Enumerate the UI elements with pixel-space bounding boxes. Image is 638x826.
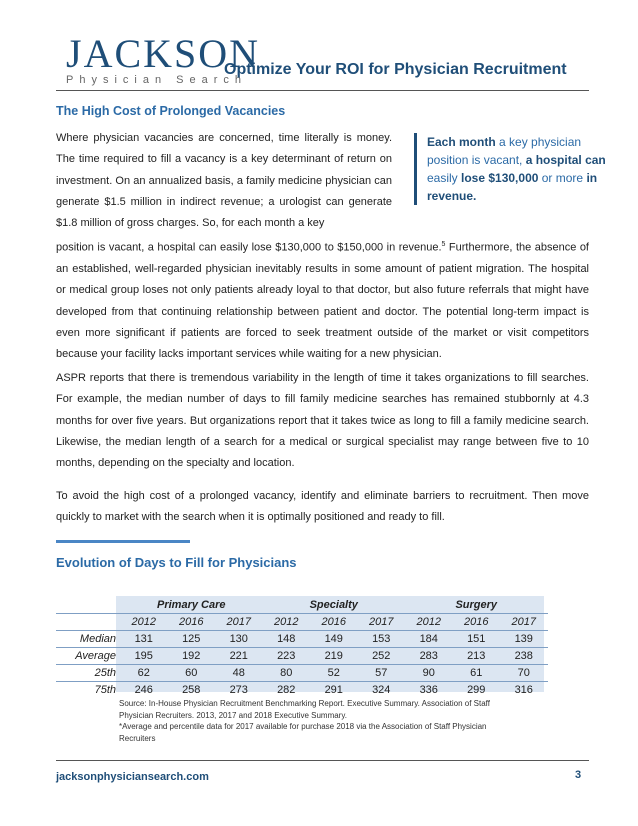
- logo-tagline: Physician Search: [66, 74, 247, 86]
- table-cell: 57: [375, 667, 388, 679]
- callout-bold-1: Each month: [427, 135, 496, 149]
- table-cell: 90: [422, 667, 435, 679]
- table-heading: Evolution of Days to Fill for Physicians: [56, 555, 297, 570]
- table-cell: 273: [229, 684, 248, 696]
- table-cell: 130: [229, 633, 248, 645]
- table-cell: 125: [182, 633, 201, 645]
- group-header: Specialty: [309, 599, 358, 611]
- year-header: 2016: [464, 616, 489, 628]
- source-note: [119, 698, 519, 744]
- table-cell: 60: [185, 667, 198, 679]
- footer-divider: [56, 760, 589, 761]
- table-cell: 80: [280, 667, 293, 679]
- year-header: 2017: [511, 616, 536, 628]
- table-cell: 131: [134, 633, 153, 645]
- paragraph-1-bottom: [56, 234, 589, 365]
- year-header: 2016: [321, 616, 346, 628]
- year-header: 2016: [179, 616, 204, 628]
- group-header: Surgery: [455, 599, 498, 611]
- table-cell: 282: [277, 684, 296, 696]
- table-cell: 283: [419, 650, 438, 662]
- callout-box: [414, 133, 607, 205]
- table-cell: 219: [324, 650, 343, 662]
- row-label: 25th: [94, 667, 116, 679]
- group-header: Primary Care: [157, 599, 226, 611]
- table-cell: 252: [372, 650, 391, 662]
- table-row: [56, 682, 548, 699]
- table-cell: 153: [372, 633, 391, 645]
- table-cell: 336: [419, 684, 438, 696]
- logo-wordmark: JACKSON: [66, 31, 261, 76]
- table-cell: 139: [514, 633, 533, 645]
- table-cell: 324: [372, 684, 391, 696]
- days-to-fill-table: [56, 597, 548, 698]
- table-cell: 316: [514, 684, 533, 696]
- table-cell: 48: [232, 667, 245, 679]
- table-cell: 291: [324, 684, 343, 696]
- footer-website-link[interactable]: jacksonphysiciansearch.com: [56, 771, 209, 783]
- table-cell: 192: [182, 650, 201, 662]
- table-cell: 213: [467, 650, 486, 662]
- table-row: [56, 648, 548, 665]
- year-header: 2017: [369, 616, 394, 628]
- table-cell: 223: [277, 650, 296, 662]
- table-cell: 299: [467, 684, 486, 696]
- table-cell: 148: [277, 633, 296, 645]
- callout-text-3: or more: [538, 171, 587, 185]
- callout-text-2: easily: [427, 171, 462, 185]
- callout-text-1: a key physician position is vacant,: [427, 135, 582, 167]
- row-label: Median: [79, 633, 116, 645]
- callout-bold-4: in revenue.: [427, 171, 598, 203]
- table-cell: 258: [182, 684, 201, 696]
- footnote-marker: 5: [441, 241, 446, 248]
- year-header: 2017: [226, 616, 251, 628]
- callout-bold-3: lose $130,000: [461, 171, 539, 185]
- page-number: 3: [575, 769, 582, 781]
- table-row: [56, 631, 548, 648]
- paragraph-1-bottom-lead: position is vacant, a hospital can easily lose $130,000 to $150,000 in revenue.: [56, 241, 442, 254]
- paragraph-1-top: Where physician vacancies are concerned, time literally is money. The time required to fill a vacancy is a key determinant of return on investment. On an annualized basis, a family medicine physician can generate $1.5 million in indirect revenue; a urologist can generate $1.8 million of gross charges. So, for each month a key: [56, 132, 392, 230]
- row-label: Average: [75, 650, 116, 662]
- table-cell: 246: [134, 684, 153, 696]
- year-header: 2012: [416, 616, 441, 628]
- table-cell: 221: [229, 650, 248, 662]
- callout-bold-2: a hospital can: [525, 153, 606, 167]
- table-cell: 70: [517, 667, 530, 679]
- year-header: 2012: [131, 616, 156, 628]
- accent-bar: [56, 540, 190, 543]
- table-cell: 61: [470, 667, 483, 679]
- paragraph-3: To avoid the high cost of a prolonged vacancy, identify and eliminate barriers to recruitment. Then move quickly to market with the search when it is optimally positioned and ready to fill.: [56, 490, 589, 524]
- source-citation: Source: In-House Physician Recruitment Benchmarking Report. Executive Summary. Association of Staff Physician Recruiters. 2013, 2017 and 2018 Executive Summary.: [119, 699, 490, 720]
- section-heading: The High Cost of Prolonged Vacancies: [56, 104, 286, 118]
- table-cell: 151: [467, 633, 486, 645]
- paragraph-2: ASPR reports that there is tremendous variability in the length of time it takes organizations to fill searches. For example, the median number of days to fill family medicine searches has remained stubbornly at 4.3 months for over five years. But organizations report that it takes twice as long to fill a family medicine search. Likewise, the median length of a search for a medical or surgical specialist may range between five to 10 months, depending on the specialty and location.: [56, 372, 589, 470]
- table-cell: 238: [514, 650, 533, 662]
- table-cell: 52: [327, 667, 340, 679]
- year-header: 2012: [274, 616, 299, 628]
- table-row: [56, 665, 548, 682]
- page-title: Optimize Your ROI for Physician Recruitment: [224, 61, 567, 78]
- table-cell: 184: [419, 633, 438, 645]
- table-cell: 62: [137, 667, 150, 679]
- row-label: 75th: [94, 684, 116, 696]
- header-divider: [56, 90, 589, 91]
- table-cell: 149: [324, 633, 343, 645]
- table-cell: 195: [134, 650, 153, 662]
- source-footnote: *Average and percentile data for 2017 available for purchase 2018 via the Association of Staff Physician Recruiters: [119, 722, 487, 743]
- paragraph-1-bottom-rest: Furthermore, the absence of an established, well-regarded physician inevitably results in some amount of patient migration. The hospital or medical group loses not only patients already loyal to that doctor, but also future referrals that might have developed from that continuing relationship between patient and doctor. The potential long-term impact is even more significant if patients are forced to seek treatment outside of the market or visit competitors because your facility lacks important services while waiting for a new physician.: [56, 241, 589, 361]
